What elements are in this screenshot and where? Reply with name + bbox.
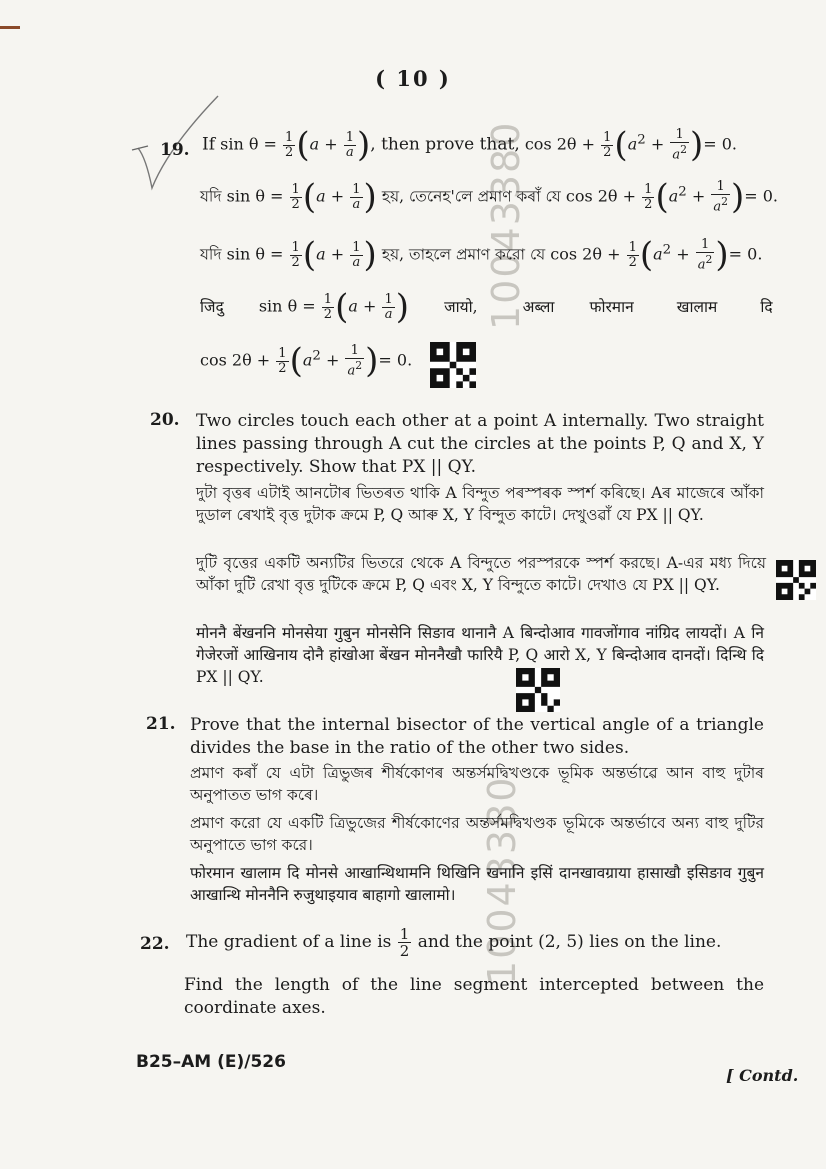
q19-bengali: যদি sin θ = $\frac{1}{2}$ (a + $\frac{1}{a}$ ) হয়, তাহলে প্রমাণ করো যে cos 2θ + $\frac{1}{2}$ ($a^2$ + $\frac{1}{a^2}$ )= 0.	[200, 235, 763, 276]
watermark-lower: 10043380	[480, 775, 524, 985]
paper-code: B25–AM (E)/526	[136, 1052, 286, 1072]
qr-code-icon	[776, 560, 816, 600]
continued-label: [ Contd.	[726, 1066, 799, 1085]
q21-assamese: প্ৰমাণ কৰাঁ যে এটা ত্ৰিভুজৰ শীৰ্ষকোণৰ অন্তৰ্সমদ্বিখণ্ডকে ভূমিক অন্তৰ্ভাৱে আন বাহু দুটাৰ অনুপাতত ভাগ কৰে।	[190, 764, 764, 804]
question-22-number: 22.	[140, 934, 170, 954]
q21-bengali: প্রমাণ করো যে একটি ত্রিভুজের শীর্ষকোণের অন্তর্সমদ্বিখণ্ডক ভূমিকে অন্তর্ভাবে অন্য বাহু দুটির অনুপাতে ভাগ করে।	[190, 814, 764, 854]
page-number: ( 10 )	[375, 66, 451, 91]
question-19-number: 19.	[160, 140, 190, 160]
q22-english-line1: The gradient of a line is $\frac{1}{2}$ and the point (2, 5) lies on the line.	[186, 925, 722, 960]
q19-english: If sin θ = $\frac{1}{2}$ (a + $\frac{1}{a}$ ), then prove that, cos 2θ + $\frac{1}{2}$ ($a^2$ + $\frac{1}{a^2}$ )= 0.	[202, 125, 737, 166]
q20-bodo: मोननै बेंखननि मोनसेया गुबुन मोनसेनि सिङाव थानानै A बिन्दोआव गावजोंगाव नांग्रिद लायदों। A नि गेजेरजों आखिनाय दोनै हांखोआ बेंखन मोननैखौ फारियै P, Q आरो X, Y बिन्दोआव दानदों। दिन्थि दि PX || QY.	[196, 624, 764, 686]
q19-assamese: যদি sin θ = $\frac{1}{2}$ (a + $\frac{1}{a}$ ) হয়, তেনেহ'লে প্ৰমাণ কৰাঁ যে cos 2θ + $\frac{1}{2}$ ($a^2$ + $\frac{1}{a^2}$ )= 0.	[200, 177, 779, 218]
q21-bodo: फोरमान खालाम दि मोनसे आखान्थिथामनि थिखिनि खनानि इसिं दानखावग्राया हासाखौ इसिङाव गुबुन आखान्थि मोननैनि रुजुथाइयाव बाहागो खालामो।	[190, 864, 764, 904]
question-20-number: 20.	[150, 410, 180, 430]
q20-bengali: দুটি বৃত্তের একটি অন্যটির ভিতরে থেকে A বিন্দুতে পরস্পরকে স্পর্শ করছে। A-এর মধ্য দিয়ে আঁকা দুটি রেখা বৃত্ত দুটিকে ক্রমে P, Q এবং X, Y বিন্দুতে কাটে। দেখাও যে PX || QY.	[196, 554, 766, 594]
q21-english: Prove that the internal bisector of the vertical angle of a triangle divides the base in the ratio of the other two sides.	[190, 715, 764, 758]
qr-code-icon	[430, 342, 476, 388]
q20-assamese: দুটা বৃত্তৰ এটাই আনটোৰ ভিতৰত থাকি A বিন্দুত পৰস্পৰক স্পৰ্শ কৰিছে। Aৰ মাজেৰে আঁকা দুডাল ৰেখাই বৃত্ত দুটাক ক্ৰমে P, Q আৰু X, Y বিন্দুত কাটে। দেখুওৱাঁ যে PX || QY.	[196, 484, 764, 524]
q19-bodo-line1: जिदु sin θ = $\frac{1}{2}$ (a + $\frac{1}{a}$ ) जायो, अब्ला फोरमान खालाम दि	[200, 287, 773, 327]
watermark-upper: 10043380	[484, 120, 528, 330]
q22-english-line2: Find the length of the line segment intercepted between the coordinate axes.	[184, 975, 764, 1018]
q20-english: Two circles touch each other at a point A internally. Two straight lines passing through A cut the circles at the points P, Q and X, Y respectively. Show that PX || QY.	[196, 411, 764, 477]
q19-bodo-line2: cos 2θ + $\frac{1}{2}$ ($a^2$ + $\frac{1}{a^2}$ )= 0.	[200, 341, 413, 382]
question-21-number: 21.	[146, 714, 176, 734]
corner-mark	[0, 26, 20, 29]
